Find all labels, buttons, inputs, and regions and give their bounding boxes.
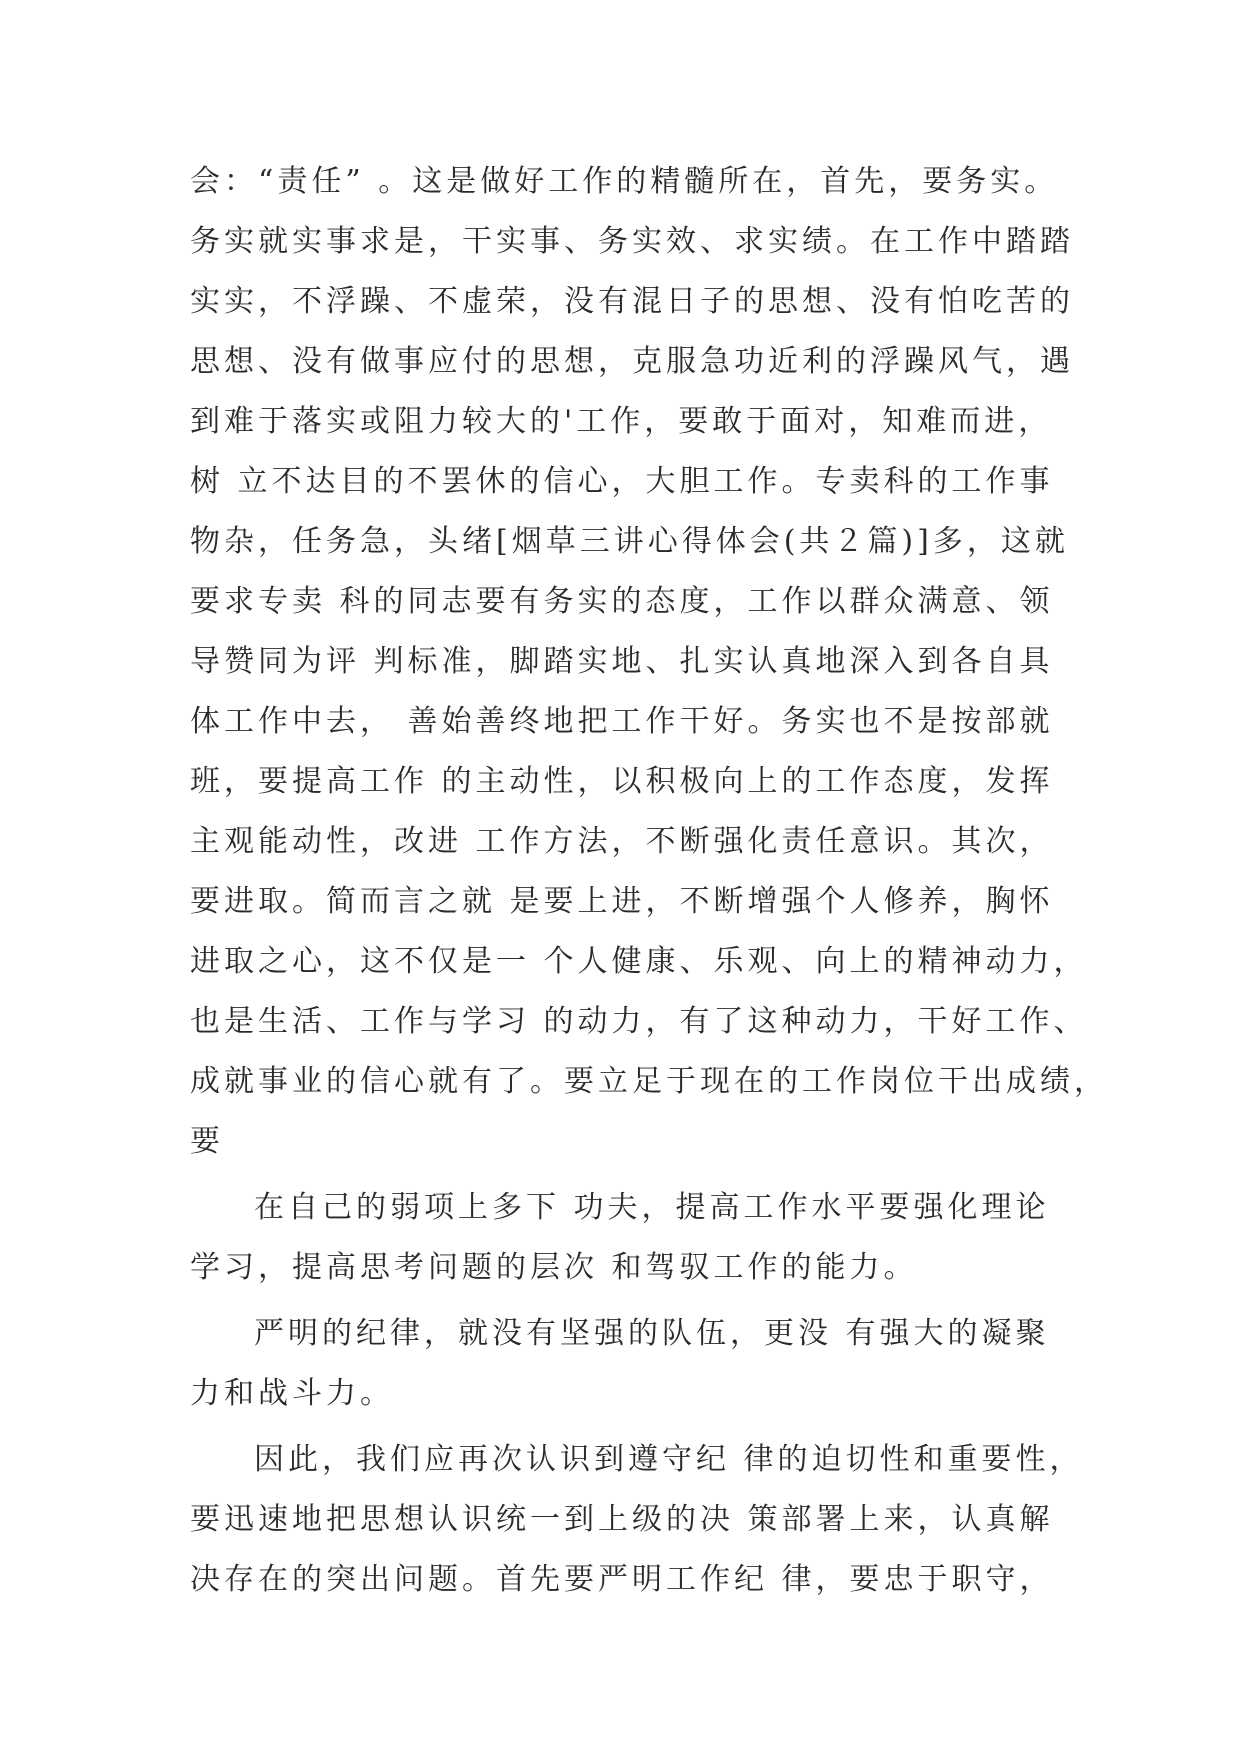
text-line: 到难于落实或阻力较大的'工作，要敢于面对，知难而进，	[190, 404, 1053, 439]
text-line: 主观能动性，改进 工作方法，不断强化责任意识。其次，	[190, 824, 1054, 859]
text-line: 在自己的弱项上多下 功夫，提高工作水平要强化理论	[254, 1190, 1050, 1225]
text-line: 因此，我们应再次认识到遵守纪 律的迫切性和重要性，	[254, 1442, 1084, 1477]
text-line: 班，要提高工作 的主动性，以积极向上的工作态度，发挥	[190, 764, 1054, 799]
text-line: 也是生活、工作与学习 的动力，有了这种动力，干好工作、	[190, 1004, 1088, 1039]
text-line: 力和战斗力。	[190, 1376, 394, 1411]
text-line: 要	[190, 1124, 224, 1159]
text-line: 要迅速地把思想认识统一到上级的决 策部署上来，认真解	[190, 1502, 1054, 1537]
text-line: 决存在的突出问题。首先要严明工作纪 律，要忠于职守，	[190, 1562, 1054, 1597]
text-line: 实实，不浮躁、不虚荣，没有混日子的思想、没有怕吃苦的	[190, 284, 1074, 319]
text-line: 思想、没有做事应付的思想，克服急功近利的浮躁风气，遇	[190, 344, 1074, 379]
text-line: 物杂，任务急，头绪[烟草三讲心得体会(共２篇)]多，这就	[190, 524, 1069, 559]
text-line: 会：“责任” 。这是做好工作的精髓所在，首先，要务实。	[190, 164, 1059, 199]
text-line: 务实就实事求是，干实事、务实效、求实绩。在工作中踏踏	[190, 224, 1074, 259]
text-line: 要求专卖 科的同志要有务实的态度，工作以群众满意、领	[190, 584, 1054, 619]
text-line: 严明的纪律，就没有坚强的队伍，更没 有强大的凝聚	[254, 1316, 1050, 1351]
text-line: 体工作中去， 善始善终地把工作干好。务实也不是按部就	[190, 704, 1054, 739]
text-line: 导赞同为评 判标准，脚踏实地、扎实认真地深入到各自具	[190, 644, 1054, 679]
text-line: 学习，提高思考问题的层次 和驾驭工作的能力。	[190, 1250, 918, 1285]
text-line: 进取之心，这不仅是一 个人健康、乐观、向上的精神动力，	[190, 944, 1088, 979]
text-line: 树 立不达目的不罢休的信心，大胆工作。专卖科的工作事	[190, 464, 1054, 499]
text-line: 成就事业的信心就有了。要立足于现在的工作岗位干出成绩，	[190, 1064, 1108, 1099]
text-line: 要进取。简而言之就 是要上进，不断增强个人修养，胸怀	[190, 884, 1054, 919]
